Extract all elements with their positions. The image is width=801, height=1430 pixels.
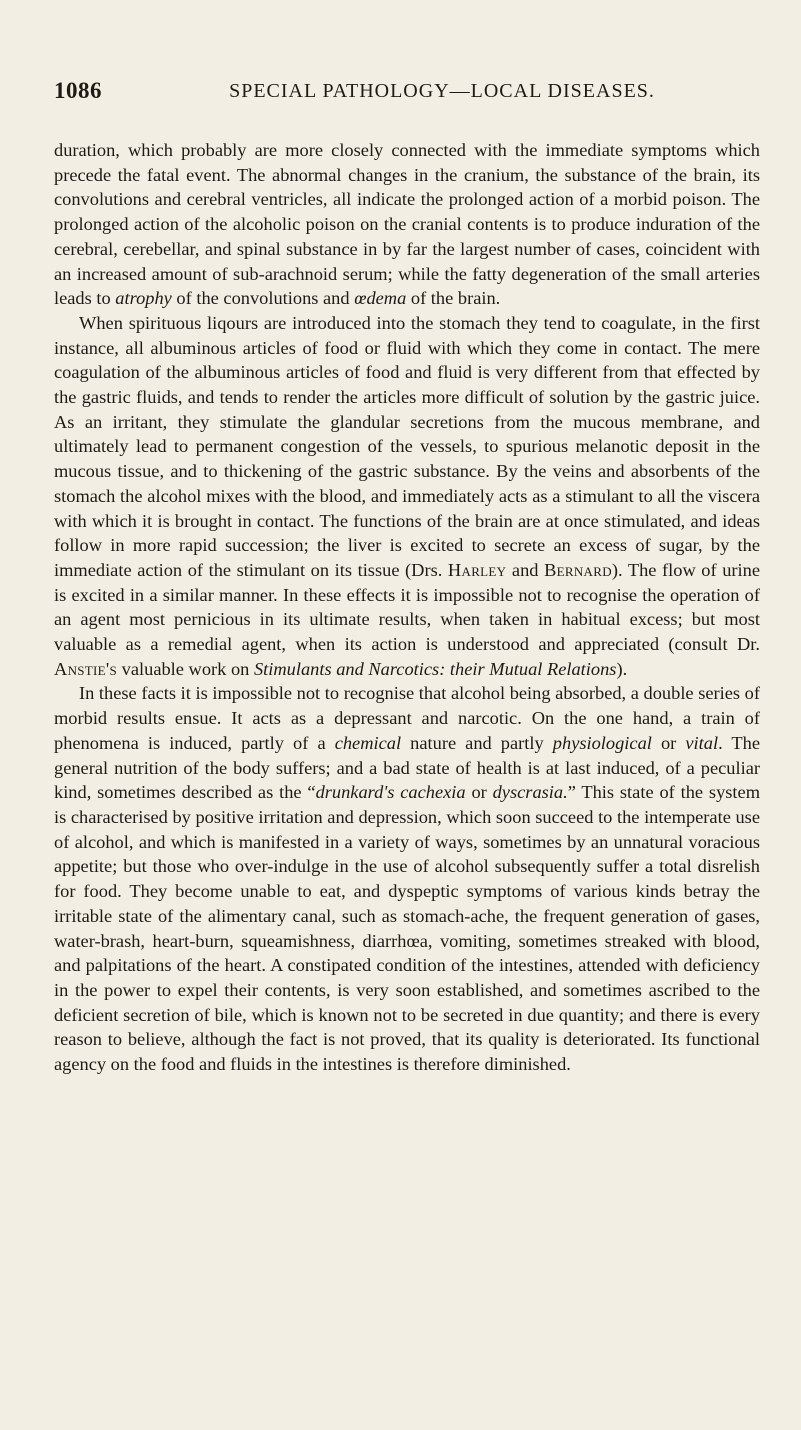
running-head: SPECIAL PATHOLOGY—LOCAL DISEASES. [229,80,655,102]
paragraph-1 [54,138,760,311]
text-run: of the brain. [406,288,501,309]
paragraph-3 [54,681,760,1076]
text-run: and [506,559,545,580]
text-run: valuable work on [117,658,254,679]
body-text [54,138,760,1077]
italic-term: chemical [334,732,402,753]
text-run: of the convolutions and [171,288,355,309]
italic-term: dyscrasia. [492,782,568,803]
text-run: . The general nutrition of the body suffers; and a bad state of health is at last induced, of a peculiar kind, sometimes described as the “ [54,732,760,803]
author-name: Anstie's [54,658,118,679]
author-name: Harley [447,559,507,580]
paragraph-2 [54,311,760,682]
text-run: duration, which probably are more closely connected with the immediate symptoms which precede the fatal event. The abnormal changes in the cranium, the substance of the brain, its convolutions and cerebral ventricles, all indicate the prolonged action of a morbid poison. The prolonged action of the alcoholic poison on the cranial contents is to produce induration of the cerebral, cerebellar, and spinal substance in by far the largest number of cases, coincident with an increased amount of sub-arachnoid serum; while the fatty degeneration of the small arteries leads to [54,140,760,309]
text-run: ). [616,658,628,679]
text-run: ). The flow of urine is excited in a similar manner. In these effects it is impossible not to recognise the operation of an agent most pernicious in its ultimate results, when taken in habitual excess; but most valuable as a remedial agent, when its action is understood and appreciated (consult Dr. [54,559,760,655]
text-run: When spirituous liqours are introduced into the stomach they tend to coagulate, in the first instance, all albuminous articles of food or fluid with which they come in contact. The mere coagulation of the albuminous articles of food and fluid is very different from that effected by the gastric fluids, and tends to render the articles more difficult of solution by the gastric juice. As an irritant, they stimulate the glandular secretions from the mucous membrane, and ultimately lead to permanent congestion of the vessels, to spurious melanotic deposit in the mucous tissue, and to thickening of the gastric substance. By the veins and absorbents of the stomach the alcohol mixes with the blood, and immediately acts as a stimulant to all the viscera with which it is brought in contact. The functions of the brain are at once stimulated, and ideas follow in more rapid succession; the liver is excited to secrete an excess of sugar, by the immediate action of the stimulant on its tissue (Drs. [54,312,760,580]
text-run: In these facts it is impossible not to recognise that alcohol being absorbed, a double series of morbid results ensue. It acts as a depressant and narcotic. On the one hand, a train of phenomena is induced, partly of a [54,683,760,753]
text-run: ” This state of the system is characterised by positive irritation and depression, which soon succeed to the intemperate use of alcohol, and which is manifested in a variety of ways, sometimes by an unnatural voracious appetite; but those who over-indulge in the use of alcohol subsequently suffer a total disrelish for food. They become unable to eat, and dyspeptic symptoms of various kinds betray the irritable state of the alimentary canal, such as stomach-ache, the frequent generation of gases, water-brash, heart-burn, squeamishness, diarrhœa, vomiting, sometimes streaked with blood, and palpitations of the heart. A constipated condition of the intestines, attended with deficiency in the power to expel their contents, is very soon established, and sometimes ascribed to the deficient secretion of bile, which is known not to be secreted in due quantity; and there is every reason to believe, although the fact is not proved, that its quality is deteriorated. Its functional agency on the food and fluids in the intestines is therefore diminished. [54,782,760,1075]
italic-term: œdema [354,288,407,309]
book-title: Stimulants and Narcotics: their Mutual Relations [253,658,617,679]
page-header [54,78,760,112]
italic-term: drunkard's cachexia [315,782,466,803]
page-number: 1086 [54,78,102,103]
text-run: nature and partly [401,732,553,753]
author-name: Bernard [544,559,612,580]
italic-term: vital [685,732,719,753]
italic-term: atrophy [115,288,172,309]
italic-term: physiological [552,732,652,753]
text-run: or [651,732,686,753]
text-run: or [465,782,493,803]
